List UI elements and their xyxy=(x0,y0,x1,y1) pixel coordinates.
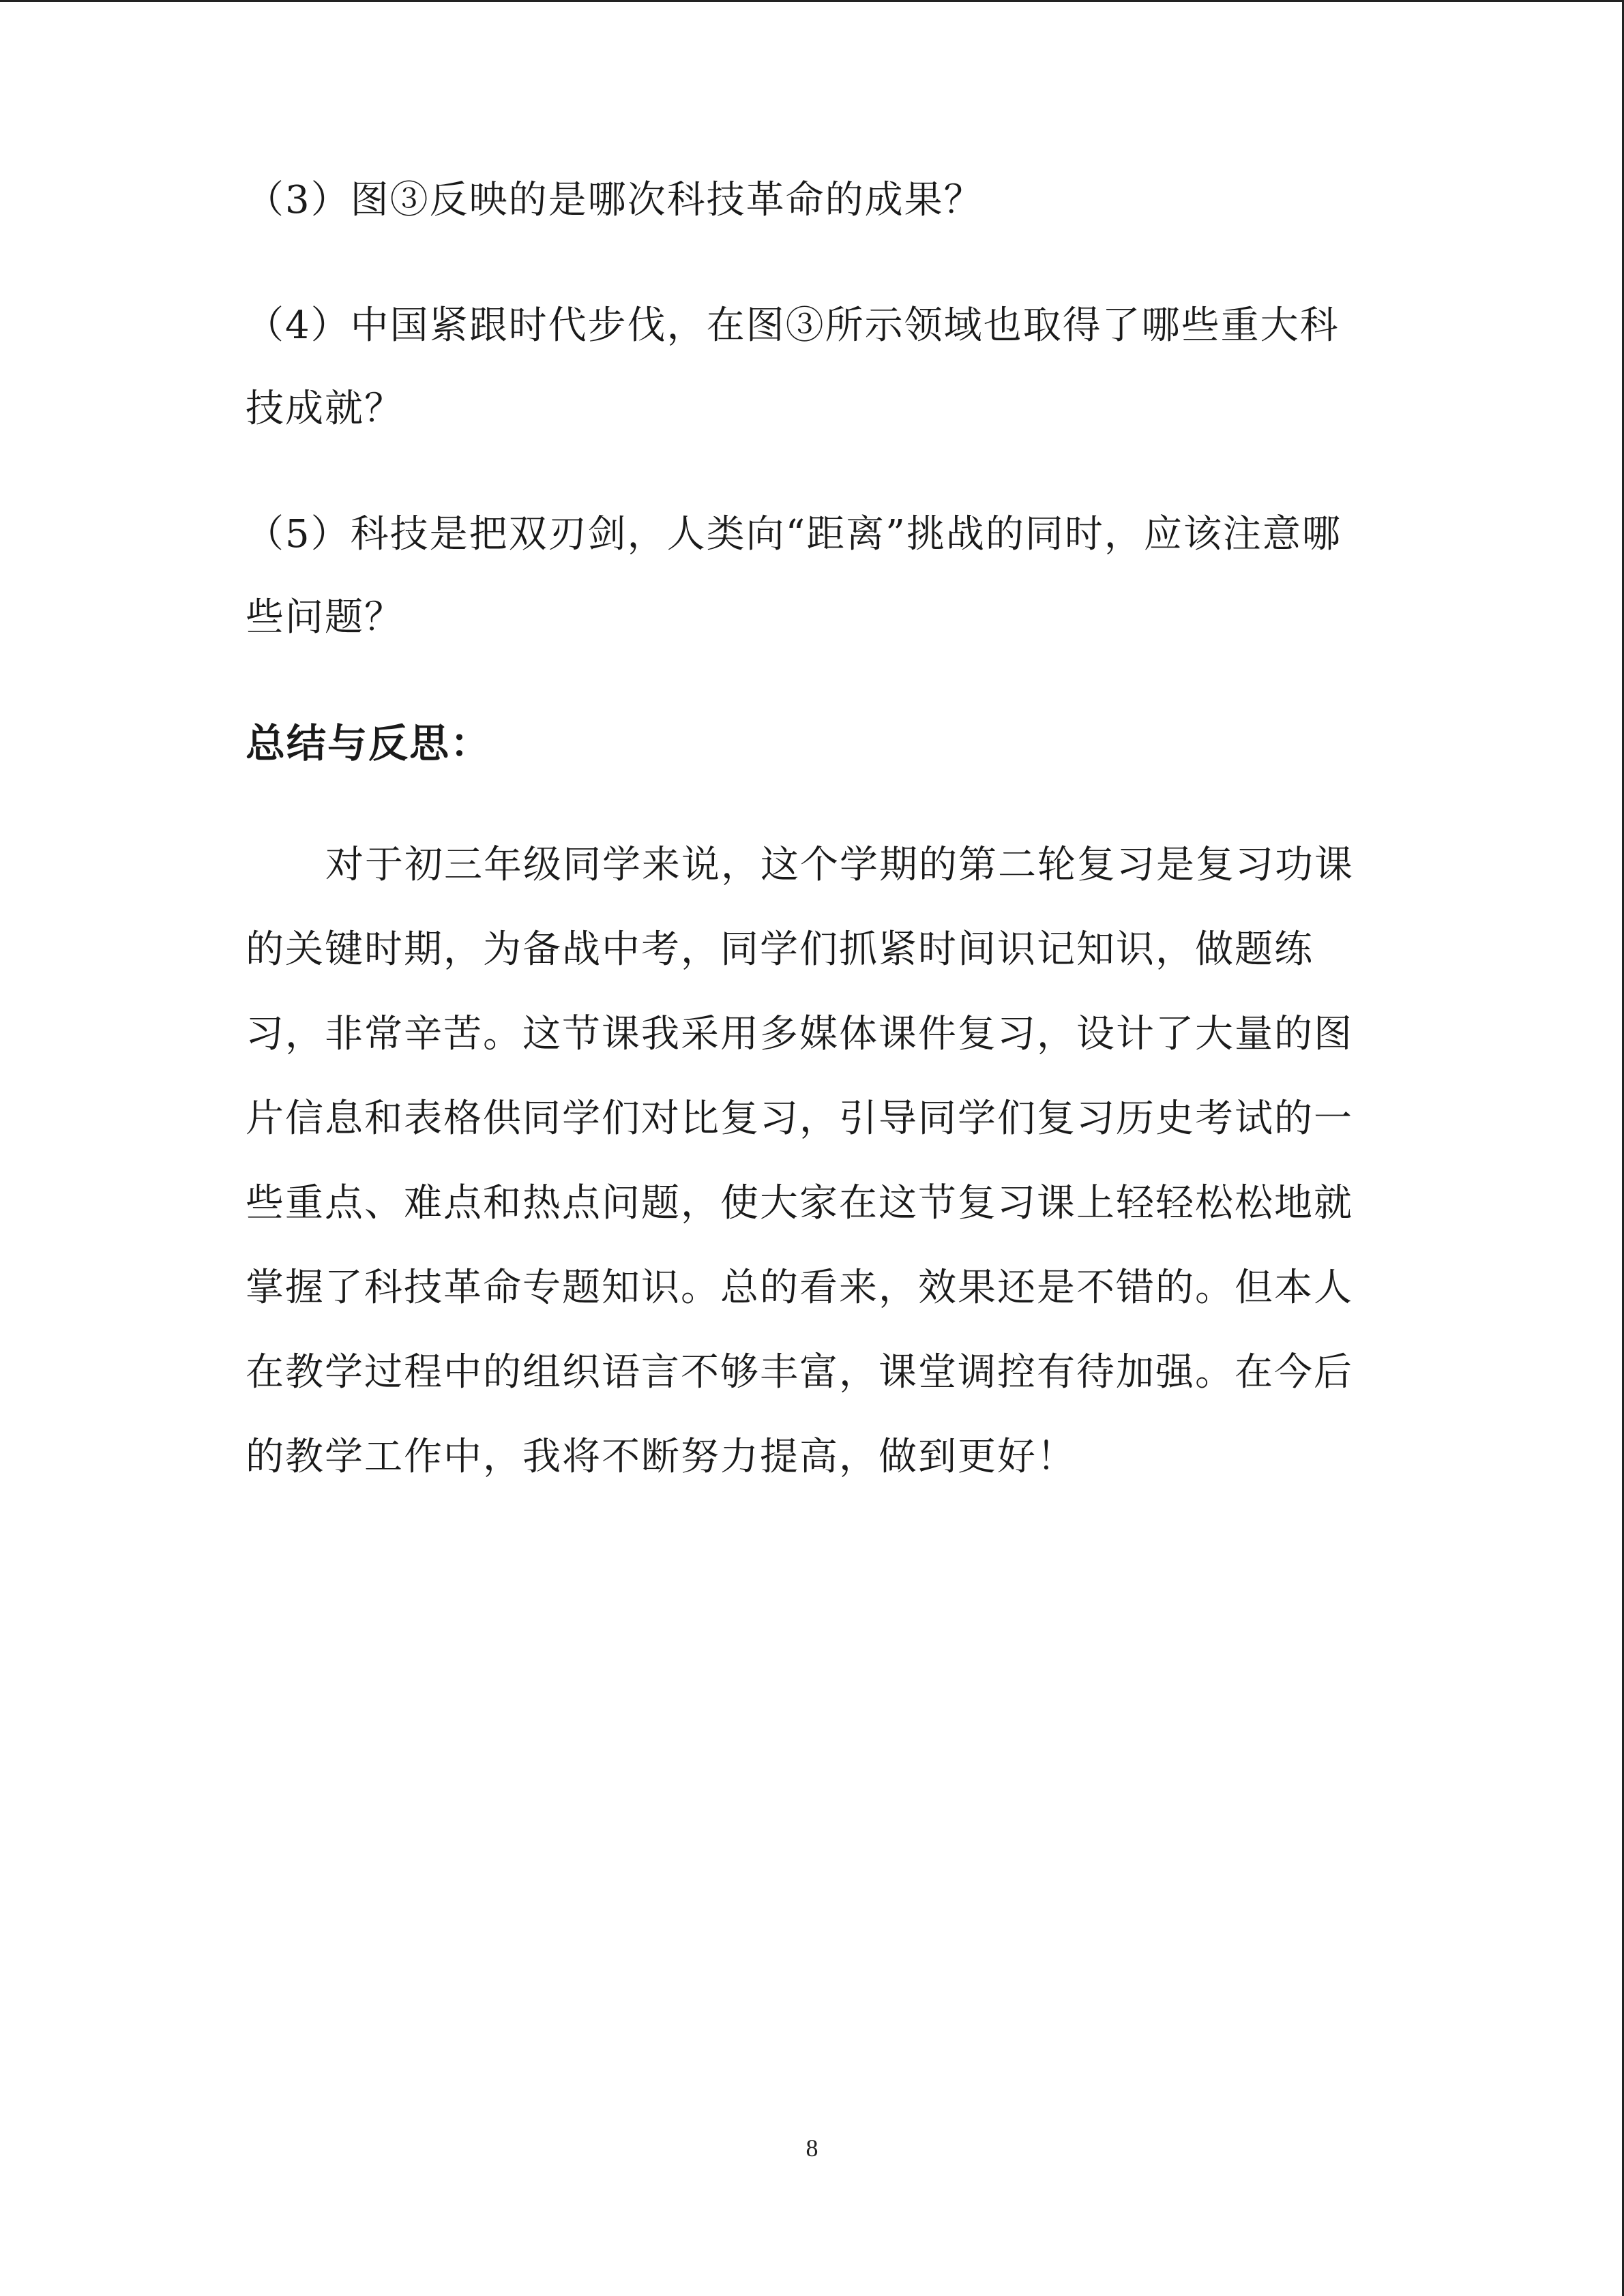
summary-paragraph: 对于初三年级同学来说，这个学期的第二轮复习是复习功课的关键时期，为备战中考，同学们抓紧时间识记知识，做题练习，非常辛苦。这节课我采用多媒体课件复习，设计了大量的图片信息和表格供同学们对比复习，引导同学们复习历史考试的一些重点、难点和热点问题，使大家在这节复习课上轻轻松松地就掌握了科技革命专题知识。总的看来，效果还是不错的。但本人在教学过程中的组织语言不够丰富，课堂调控有待加强。在今后的教学工作中，我将不断努力提高，做到更好！ xyxy=(246,843,1354,1479)
question-3: （3）图③反映的是哪次科技革命的成果？ xyxy=(246,178,984,222)
question-4: （4）中国紧跟时代步伐，在图③所示领域也取得了哪些重大科技成就？ xyxy=(246,303,1340,431)
page-number: 8 xyxy=(806,2134,818,2162)
page-content xyxy=(246,159,1371,1500)
summary-heading: 总结与反思： xyxy=(246,720,492,766)
question-5: （5）科技是把双刃剑，人类向“距离”挑战的同时，应该注意哪些问题？ xyxy=(246,512,1342,640)
